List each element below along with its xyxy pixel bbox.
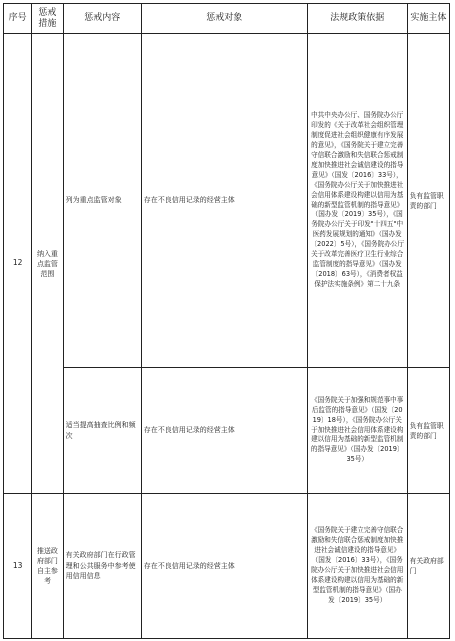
row-target: 存在不良信用记录的经营主体 bbox=[141, 494, 307, 639]
row-implementing-body: 有关政府部门 bbox=[407, 494, 449, 639]
row-legal-basis: 《国务院关于加强和规范事中事后监管的指导意见》（国发〔2019〕18号），《国务院办公厅关于加快推进社会信用体系建设构建以信用为基础的新型监管机制的指导意见》（国办发〔2019〕35号） bbox=[307, 368, 407, 494]
row-legal-basis: 《国务院关于建立完善守信联合激励和失信联合惩戒制度加快推进社会诚信建设的指导意见》（国发〔2016〕33号），《国务院办公厅关于加快推进社会信用体系建设构建以信用为基础的新型监管机制的指导意见》（国办发〔2019〕35号） bbox=[307, 494, 407, 639]
row-content: 列为重点监管对象 bbox=[63, 34, 141, 368]
row-serial-number: 13 bbox=[4, 494, 32, 639]
row-measure: 推送政府部门自主参考 bbox=[32, 494, 63, 639]
row-serial-number: 12 bbox=[4, 34, 32, 494]
row-implementing-body: 负有监管职责的部门 bbox=[407, 368, 449, 494]
header-content: 惩戒内容 bbox=[63, 4, 141, 34]
header-serial-number: 序号 bbox=[4, 4, 32, 34]
row-legal-basis: 中共中央办公厅、国务院办公厅印发的《关于改革社会组织管理制度促进社会组织健康有序发展的意见》，《国务院关于建立完善守信联合激励和失信联合惩戒制度加快推进社会诚信建设的指导意见》（国发〔2016〕33号），《国务院办公厅关于加快推进社会信用体系建设构建以信用为基础的新型监管机制的指导意见》（国办发〔2019〕35号），《国务院办公厅关于印发"十四五"中医药发展规划的通知》（国办发〔2022〕5号），《国务院办公厅关于改革完善医疗卫生行业综合监管制度的指导意见》（国办发〔2018〕63号），《消费者权益保护法实施条例》第二十九条 bbox=[307, 34, 407, 368]
table-row bbox=[4, 494, 450, 639]
row-implementing-body: 负有监管职责的部门 bbox=[407, 34, 449, 368]
row-content: 适当提高抽查比例和频次 bbox=[63, 368, 141, 494]
punishment-measures-table bbox=[3, 3, 450, 639]
table-row bbox=[4, 368, 450, 494]
row-target: 存在不良信用记录的经营主体 bbox=[141, 34, 307, 368]
header-measure: 惩戒措施 bbox=[32, 4, 63, 34]
header-target: 惩戒对象 bbox=[141, 4, 307, 34]
row-content: 有关政府部门在行政管理和公共服务中参考使用信用信息 bbox=[63, 494, 141, 639]
table-row bbox=[4, 34, 450, 368]
row-target: 存在不良信用记录的经营主体 bbox=[141, 368, 307, 494]
table-header-row bbox=[4, 4, 450, 34]
header-legal-basis: 法规政策依据 bbox=[307, 4, 407, 34]
header-implementing-body: 实施主体 bbox=[407, 4, 449, 34]
row-measure: 纳入重点监管范围 bbox=[32, 34, 63, 494]
